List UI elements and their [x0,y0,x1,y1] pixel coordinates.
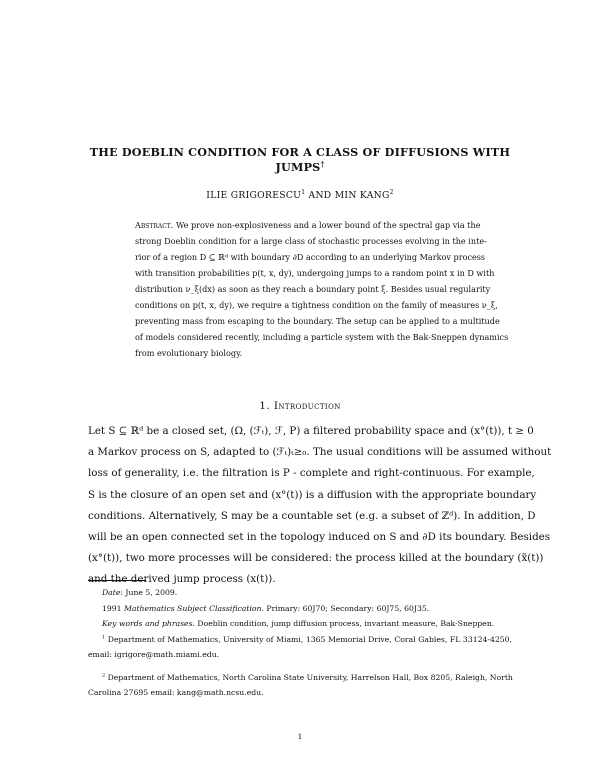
body-line: Let S ⊆ ℝᵈ be a closed set, (Ω, (ℱₜ), ℱ, P) a filtered probability space and (x°(t)), t ≥ 0 [88,425,534,437]
msc-label: Mathematics Subject Classification [124,603,262,613]
abstract-line: preventing mass from escaping to the boundary. The setup can be applied to a multitude [135,316,500,327]
footnotes [88,585,512,701]
msc-value: . Primary: 60J70; Secondary: 60J75, 60J35. [261,603,430,613]
abstract-line: with transition probabilities p(t, x, dy), undergoing jumps to a random point x in D with [135,268,495,279]
paper-title [60,145,540,175]
abstract-label: Abstract. [135,220,174,230]
abstract [135,217,509,361]
author-2: MIN KANG [334,190,390,201]
section-number: 1. [259,400,271,412]
body-line: (x°(t)), two more processes will be considered: the process killed at the boundary (x̃(t)) [88,552,544,565]
author-conjunction: AND [305,190,335,201]
date-value: : June 5, 2009. [120,588,178,597]
msc-year: 1991 [102,603,125,613]
body-line: conditions. Alternatively, S may be a countable set (e.g. a subset of ℤᵈ). In addition, D [88,509,536,522]
author-line [60,190,540,201]
section-heading [60,400,540,412]
abstract-line: of models considered recently, including a particle system with the Bak-Sneppen dynamics [135,332,509,343]
abstract-line: conditions on p(t, x, dy), we require a tightness condition on the family of measures ν_ξ, [135,300,498,311]
footnote-affil-2: $^2$ Department of Mathematics, North Carolina State University, Harrelson Hall, Box 8205, Raleigh, North [102,671,513,682]
title-line-1: THE DOEBLIN CONDITION FOR A CLASS OF DIFFUSIONS WITH [89,145,511,159]
author-1-mark: 1 [301,188,306,196]
footnote-affil-2-cont: Carolina 27695 email: kang@math.ncsu.edu. [88,688,264,697]
footnote-rule [88,580,146,581]
title-line-2-text: JUMPS [275,160,321,174]
footnote-msc [88,601,512,617]
date-label: Date [102,588,121,597]
section-title: Introduction [273,400,341,412]
footnote-date [88,585,512,601]
title-line-2 [60,160,540,175]
body-line: and the derived jump process (x(t)). [88,573,276,586]
keywords-value: . Doeblin condition, jump diffusion process, invariant measure, Bak-Sneppen. [192,619,495,628]
abstract-line: from evolutionary biology. [135,348,243,359]
page-number: 1 [297,732,303,741]
title-footnote-mark: † [320,159,325,169]
abstract-line: rior of a region D ⊆ ℝᵈ with boundary ∂D according to an underlying Markov process [135,252,486,263]
body-line: will be an open connected set in the topology induced on S and ∂D its boundary. Besides [88,530,551,543]
abstract-line: strong Doeblin condition for a large class of stochastic processes evolving in the inte- [135,236,487,247]
body-line: a Markov process on S, adapted to (ℱₜ)ₜ≥₀. The usual conditions will be assumed without [88,446,552,459]
abstract-line: Abstract. We prove non-explosiveness and a lower bound of the spectral gap via the [135,220,481,230]
footnote-affil-1: $^1$ Department of Mathematics, University of Miami, 1365 Memorial Drive, Coral Gables, FL 33124-4250, [102,633,512,644]
footnote-affil-1-cont: email: igrigore@math.miami.edu. [88,650,220,659]
author-2-mark: 2 [389,188,394,196]
abstract-line: distribution ν_ξ(dx) as soon as they reach a boundary point ξ. Besides usual regularity [135,284,491,295]
author-1: ILIE GRIGORESCU [206,190,302,201]
footnote-keywords [88,616,512,632]
body-paragraph [88,421,552,591]
affil-2-mark: 2 [102,671,106,678]
body-line: loss of generality, i.e. the filtration is P - complete and right-continuous. For example, [88,467,535,480]
affil-1-mark: 1 [102,633,106,640]
body-line: S is the closure of an open set and (x°(t)) is a diffusion with the appropriate boundary [88,488,537,501]
keywords-label: Key words and phrases [102,619,193,628]
